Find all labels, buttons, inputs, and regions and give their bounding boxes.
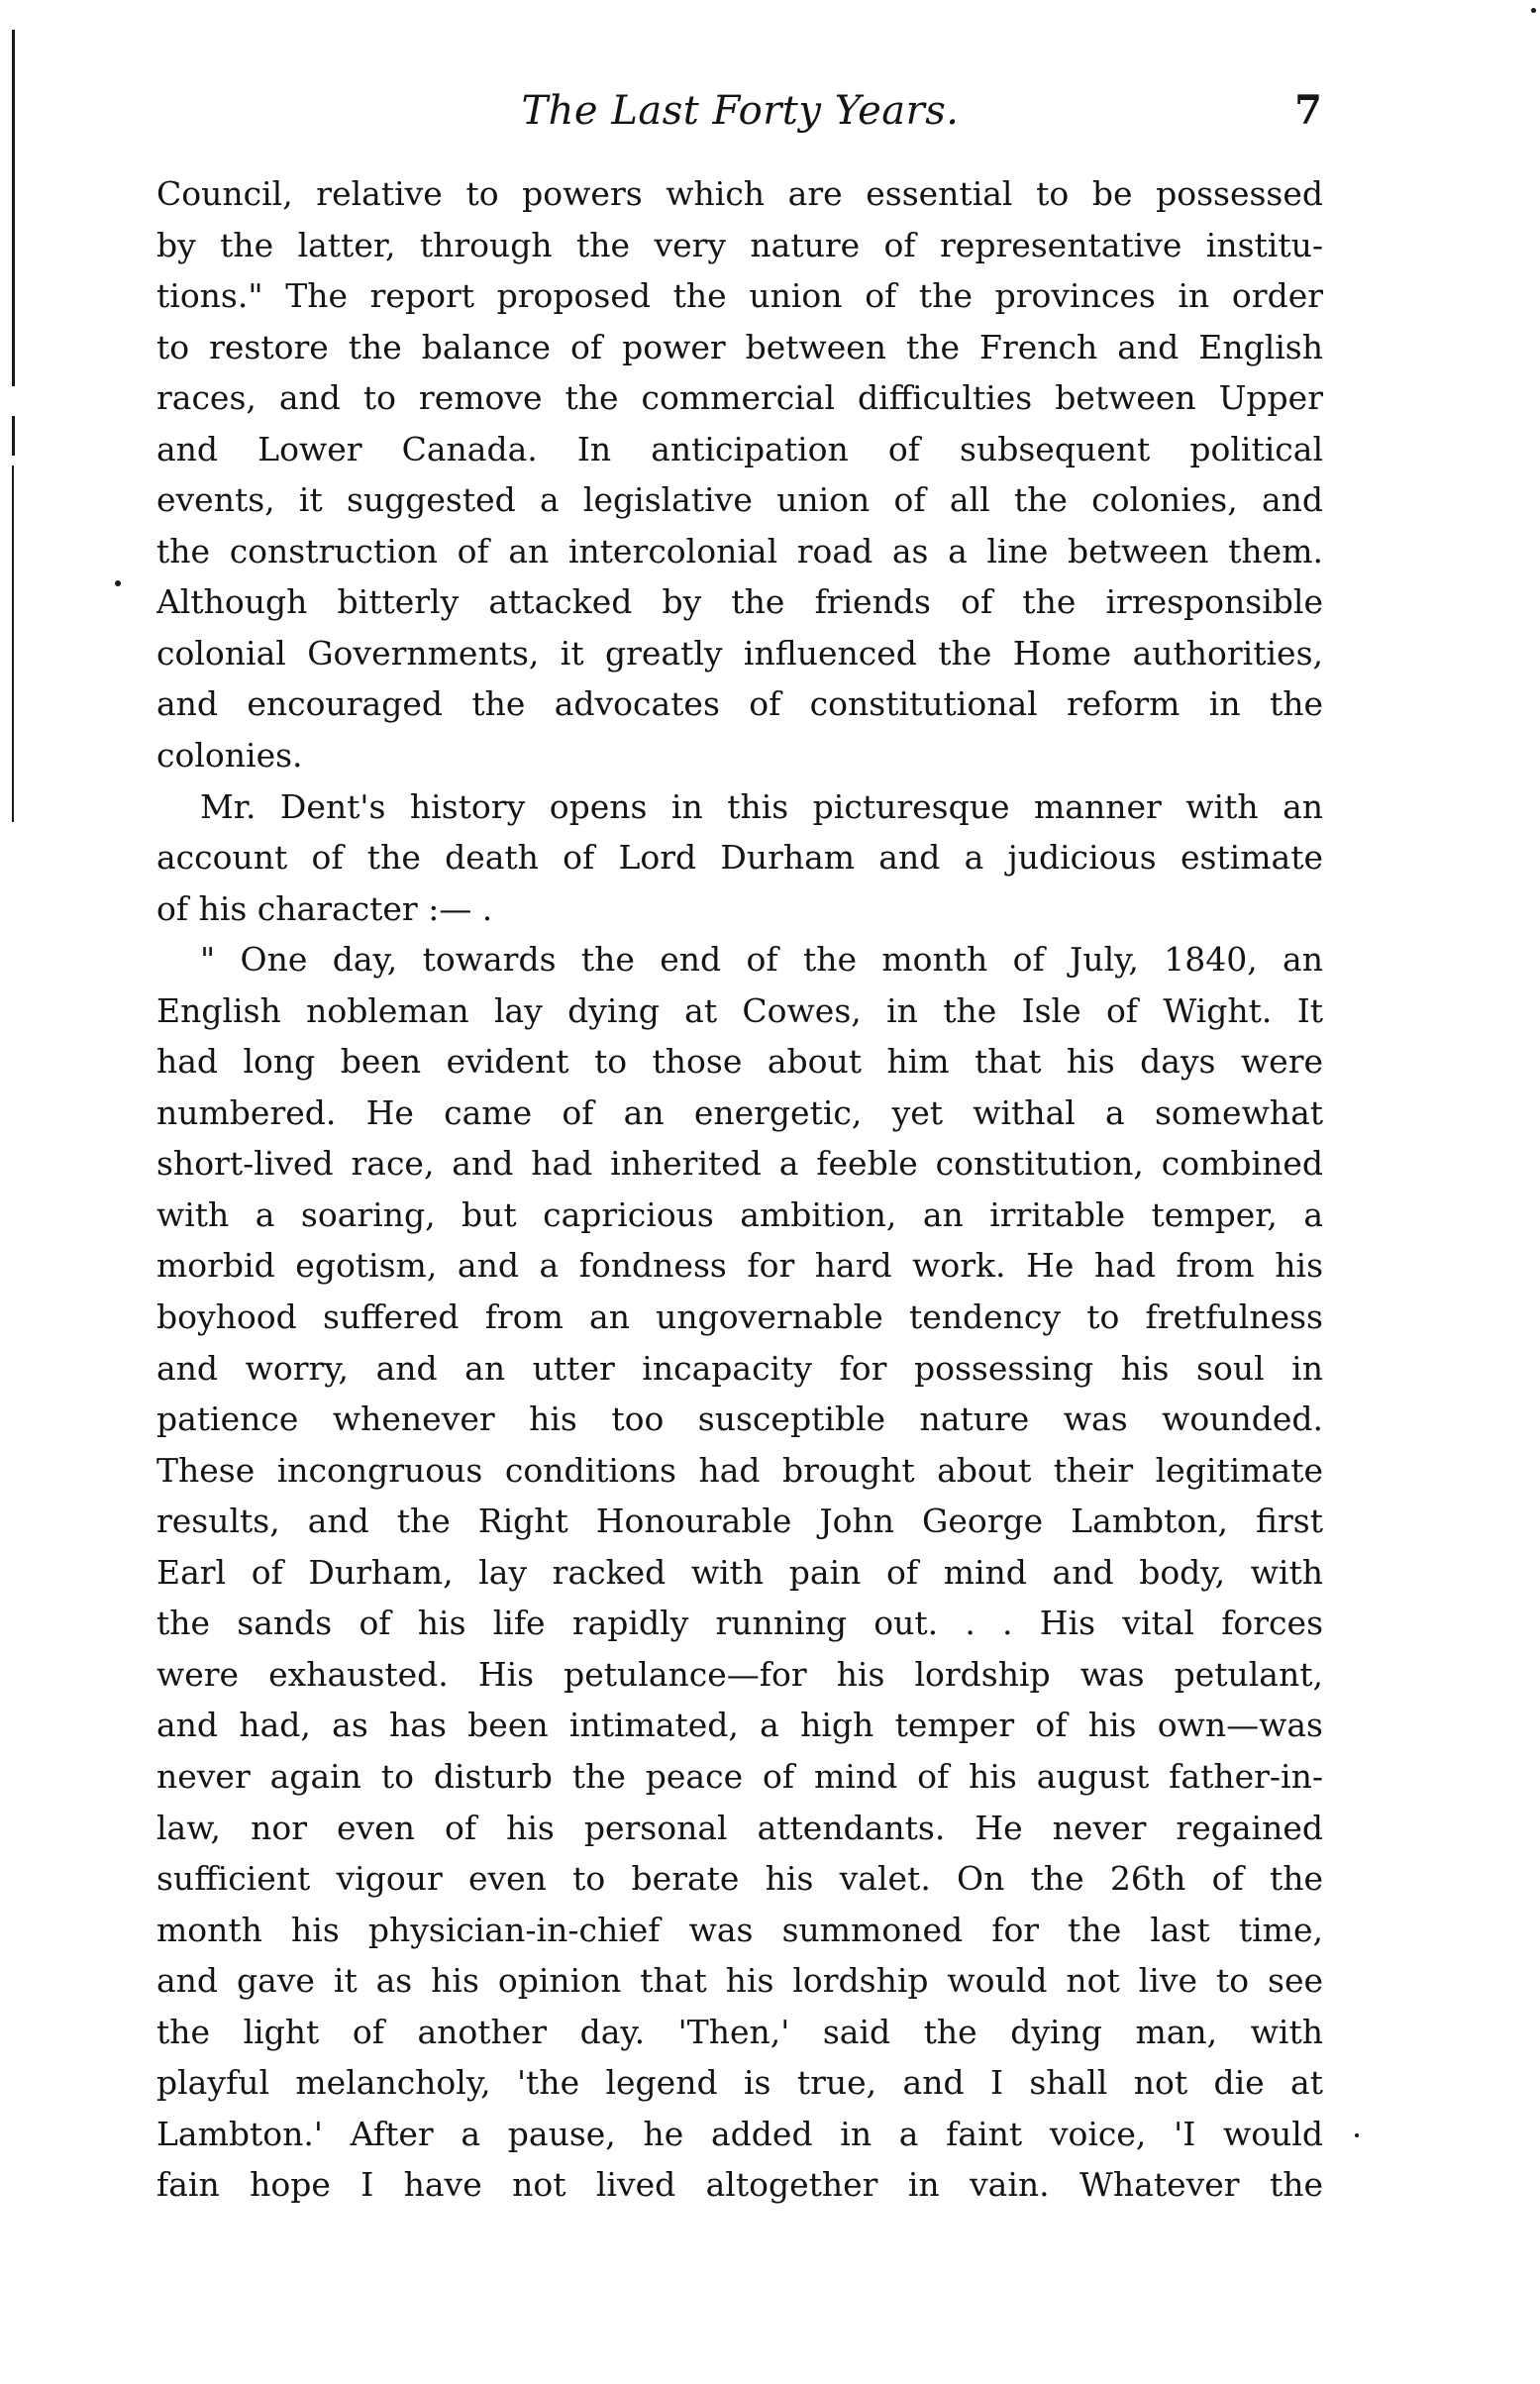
text-line: results, and the Right Honourable John George Lambton, first bbox=[156, 1502, 1323, 1541]
text-line: fain hope I have not lived altogether in vain. Whatever the bbox=[156, 2165, 1323, 2205]
text-line: races, and to remove the commercial difficulties between Upper bbox=[156, 378, 1323, 418]
text-line: events, it suggested a legislative union of all the colonies, and bbox=[156, 480, 1323, 520]
text-line: never again to disturb the peace of mind of his august father-in- bbox=[156, 1756, 1323, 1796]
scan-edge-line bbox=[12, 466, 14, 822]
text-line: month his physician-in-chief was summoned for the last time, bbox=[156, 1910, 1323, 1949]
scan-speck bbox=[115, 580, 121, 586]
text-line: law, nor even of his personal attendants. He never regained bbox=[156, 1808, 1323, 1847]
text-line: and worry, and an utter incapacity for possessing his soul in bbox=[156, 1348, 1323, 1388]
body-text bbox=[156, 168, 1323, 2211]
text-line: had long been evident to those about him that his days were bbox=[156, 1042, 1323, 1082]
text-line: the light of another day. 'Then,' said the dying man, with bbox=[156, 2012, 1323, 2051]
running-title: The Last Forty Years. bbox=[521, 88, 960, 134]
running-head bbox=[158, 81, 1322, 141]
text-line: the construction of an intercolonial road as a line between them. bbox=[156, 531, 1323, 570]
page-number: 7 bbox=[1294, 87, 1322, 134]
text-line: by the latter, through the very nature of representative institu- bbox=[156, 225, 1323, 264]
text-line: of his character :— . bbox=[156, 888, 493, 928]
text-line: Lambton.' After a pause, he added in a faint voice, 'I would bbox=[156, 2114, 1323, 2153]
text-line: colonial Governments, it greatly influenced the Home authorities, bbox=[156, 633, 1323, 673]
text-line: patience whenever his too susceptible nature was wounded. bbox=[156, 1399, 1323, 1439]
text-line: These incongruous conditions had brought about their legitimate bbox=[156, 1450, 1323, 1490]
text-line: Although bitterly attacked by the friends of the irresponsible bbox=[156, 582, 1323, 622]
text-line: account of the death of Lord Durham and a judicious estimate bbox=[156, 838, 1323, 878]
text-line: morbid egotism, and a fondness for hard work. He had from his bbox=[156, 1246, 1323, 1286]
scan-edge-line bbox=[12, 416, 15, 456]
text-line: boyhood suffered from an ungovernable tendency to fretfulness bbox=[156, 1297, 1323, 1337]
text-line: colonies. bbox=[156, 736, 303, 776]
text-line: tions." The report proposed the union of the provinces in order bbox=[156, 276, 1323, 316]
text-line: " One day, towards the end of the month of July, 1840, an bbox=[200, 940, 1323, 980]
text-line: Mr. Dent's history opens in this picturesque manner with an bbox=[200, 786, 1323, 826]
text-line: and encouraged the advocates of constitutional reform in the bbox=[156, 684, 1323, 724]
text-line: with a soaring, but capricious ambition, an irritable temper, a bbox=[156, 1194, 1323, 1234]
text-line: Council, relative to powers which are essential to be possessed bbox=[156, 174, 1323, 213]
text-line: were exhausted. His petulance—for his lordship was petulant, bbox=[156, 1654, 1323, 1694]
text-line: Earl of Durham, lay racked with pain of mind and body, with bbox=[156, 1552, 1323, 1592]
text-line: to restore the balance of power between the French and English bbox=[156, 327, 1323, 366]
text-line: the sands of his life rapidly running out. . . His vital forces bbox=[156, 1604, 1323, 1643]
text-line: playful melancholy, 'the legend is true, and I shall not die at bbox=[156, 2063, 1323, 2103]
scan-speck bbox=[1531, 8, 1536, 13]
scan-edge-line bbox=[12, 30, 15, 386]
text-line: English nobleman lay dying at Cowes, in the Isle of Wight. It bbox=[156, 990, 1323, 1030]
text-line: sufficient vigour even to berate his valet. On the 26th of the bbox=[156, 1859, 1323, 1899]
text-line: and gave it as his opinion that his lordship would not live to see bbox=[156, 1961, 1323, 2001]
scan-speck bbox=[1355, 2133, 1359, 2137]
text-line: and had, as has been intimated, a high temper of his own—was bbox=[156, 1706, 1323, 1745]
text-line: numbered. He came of an energetic, yet withal a somewhat bbox=[156, 1092, 1323, 1132]
text-line: short-lived race, and had inherited a feeble constitution, combined bbox=[156, 1144, 1323, 1184]
text-line: and Lower Canada. In anticipation of subsequent political bbox=[156, 429, 1323, 468]
